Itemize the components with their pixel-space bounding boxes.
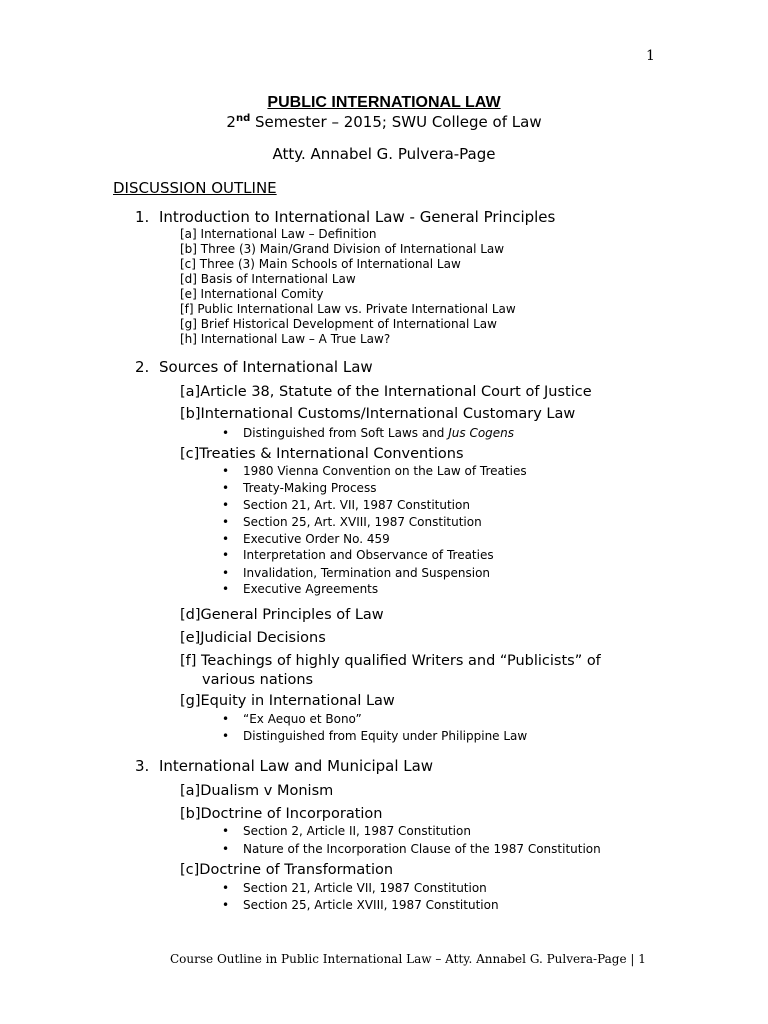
- section-3-item-c: [c]Doctrine of Transformation: [180, 862, 394, 878]
- section-2-item-a: [a]Article 38, Statute of the International Court of Justice: [180, 384, 592, 400]
- bullet-text: Distinguished from Equity under Philippine Law: [243, 729, 528, 743]
- bullet-icon: •: [222, 582, 230, 596]
- bullet-text: Executive Agreements: [243, 582, 379, 596]
- bullet-text: Section 25, Art. XVIII, 1987 Constitution: [243, 515, 482, 529]
- bullet-item: [222, 532, 390, 546]
- bullet-icon: •: [222, 464, 230, 478]
- page-footer: Course Outline in Public International Law – Atty. Annabel G. Pulvera-Page | 1: [170, 952, 646, 966]
- document-title: PUBLIC INTERNATIONAL LAW: [267, 94, 501, 111]
- bullet-emphasis: Jus Cogens: [448, 426, 515, 440]
- bullet-icon: •: [222, 729, 230, 743]
- bullet-item: [222, 824, 471, 838]
- bullet-icon: •: [222, 712, 230, 726]
- bullet-icon: •: [222, 824, 230, 838]
- bullet-icon: •: [222, 898, 230, 912]
- section-number: 2.: [135, 358, 150, 376]
- bullet-item: [222, 498, 470, 512]
- section-2-item-d: [d]General Principles of Law: [180, 607, 384, 623]
- bullet-item: [222, 842, 601, 856]
- bullet-text: Section 21, Article VII, 1987 Constitution: [243, 881, 487, 895]
- section-2-heading: [135, 358, 373, 376]
- bullet-item: [222, 881, 487, 895]
- bullet-text: Executive Order No. 459: [243, 532, 390, 546]
- section-1-item: [c] Three (3) Main Schools of International Law: [180, 257, 461, 271]
- subtitle-ordinal: 2: [226, 113, 236, 131]
- bullet-text: 1980 Vienna Convention on the Law of Treaties: [243, 464, 527, 478]
- bullet-text: Nature of the Incorporation Clause of the 1987 Constitution: [243, 842, 601, 856]
- bullet-text: Invalidation, Termination and Suspension: [243, 566, 491, 580]
- section-1-item: [b] Three (3) Main/Grand Division of International Law: [180, 242, 505, 256]
- bullet-icon: •: [222, 481, 230, 495]
- bullet-icon: •: [222, 548, 230, 562]
- bullet-text: Section 21, Art. VII, 1987 Constitution: [243, 498, 470, 512]
- section-2-item-c: [c]Treaties & International Conventions: [180, 446, 464, 462]
- bullet-icon: •: [222, 842, 230, 856]
- bullet-icon: •: [222, 515, 230, 529]
- document-subtitle: [0, 113, 768, 131]
- section-2-item-f-continued: various nations: [202, 672, 314, 688]
- bullet-text: Section 25, Article XVIII, 1987 Constitution: [243, 898, 499, 912]
- bullet-icon: •: [222, 532, 230, 546]
- bullet-item: [222, 464, 527, 478]
- section-number: 3.: [135, 757, 150, 775]
- section-3-heading: [135, 757, 433, 775]
- bullet-text: Distinguished from Soft Laws and: [243, 426, 449, 440]
- section-1-item: [a] International Law – Definition: [180, 227, 377, 241]
- section-3-item-b: [b]Doctrine of Incorporation: [180, 806, 383, 822]
- section-1-item: [f] Public International Law vs. Private International Law: [180, 302, 516, 316]
- section-title: Sources of International Law: [159, 358, 373, 376]
- bullet-item: [222, 426, 514, 440]
- bullet-text: Interpretation and Observance of Treaties: [243, 548, 494, 562]
- bullet-item: [222, 712, 362, 726]
- bullet-item: [222, 582, 378, 596]
- section-1-item: [h] International Law – A True Law?: [180, 332, 391, 346]
- bullet-item: [222, 729, 527, 743]
- bullet-text: “Ex Aequo et Bono”: [243, 712, 362, 726]
- section-1-heading: [135, 208, 555, 226]
- section-2-item-e: [e]Judicial Decisions: [180, 630, 326, 646]
- section-title: Introduction to International Law - General Principles: [159, 208, 556, 226]
- bullet-item: [222, 898, 499, 912]
- section-1-item: [g] Brief Historical Development of International Law: [180, 317, 497, 331]
- bullet-icon: •: [222, 881, 230, 895]
- section-2-item-b: [b]International Customs/International Customary Law: [180, 406, 576, 422]
- section-2-item-f: [f] Teachings of highly qualified Writers and “Publicists” of: [180, 653, 601, 669]
- section-1-item: [e] International Comity: [180, 287, 324, 301]
- bullet-item: [222, 481, 376, 495]
- bullet-icon: •: [222, 426, 230, 440]
- bullet-item: [222, 566, 490, 580]
- section-3-item-a: [a]Dualism v Monism: [180, 783, 334, 799]
- outline-heading: DISCUSSION OUTLINE: [113, 179, 277, 197]
- bullet-icon: •: [222, 566, 230, 580]
- bullet-icon: •: [222, 498, 230, 512]
- section-1-item: [d] Basis of International Law: [180, 272, 356, 286]
- bullet-text: Section 2, Article II, 1987 Constitution: [243, 824, 471, 838]
- section-title: International Law and Municipal Law: [159, 757, 434, 775]
- section-2-item-g: [g]Equity in International Law: [180, 693, 395, 709]
- page-number: 1: [646, 48, 655, 64]
- section-number: 1.: [135, 208, 150, 226]
- bullet-text: Treaty-Making Process: [243, 481, 377, 495]
- document-author: Atty. Annabel G. Pulvera-Page: [272, 145, 496, 163]
- subtitle-ordinal-suffix: nd: [235, 113, 251, 124]
- bullet-item: [222, 515, 482, 529]
- bullet-item: [222, 548, 494, 562]
- subtitle-text: Semester – 2015; SWU College of Law: [250, 113, 542, 131]
